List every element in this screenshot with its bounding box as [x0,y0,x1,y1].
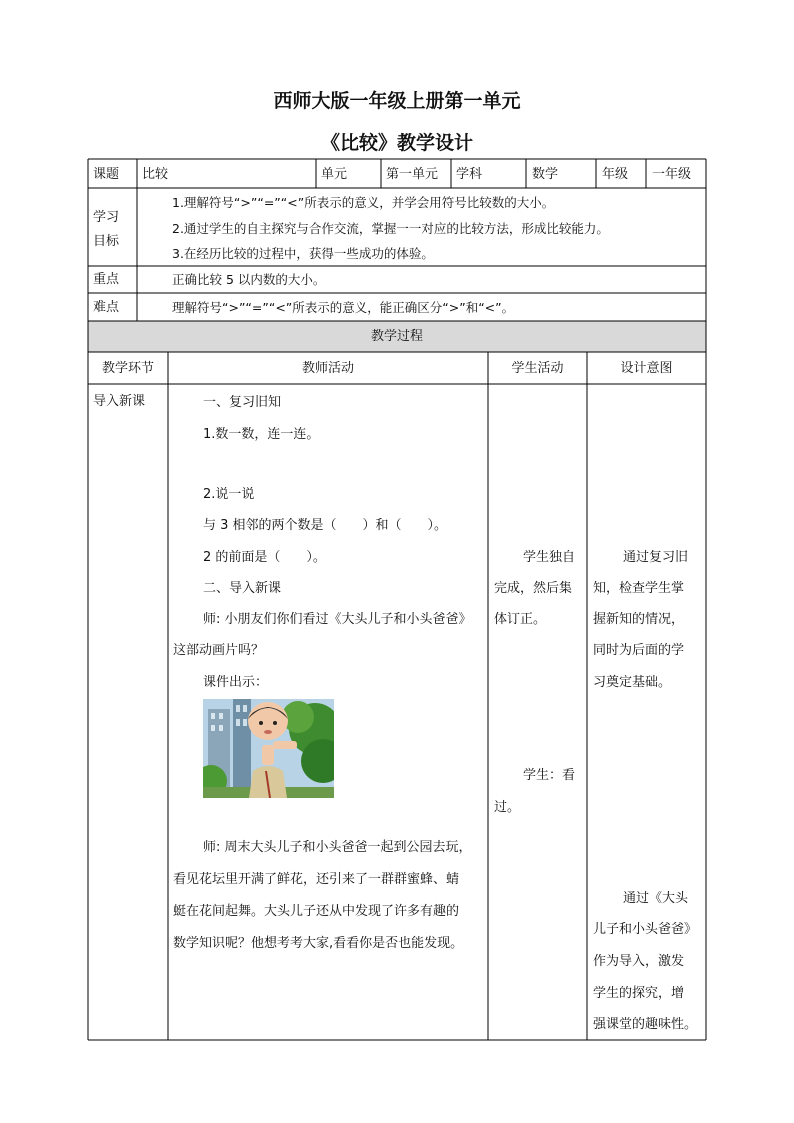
difficulty-label: 难点 [93,300,120,315]
goal-item: 2.通过学生的自主探究与合作交流，掌握一一对应的比较方法，形成比较能力。 [172,221,609,236]
teacher-question-2: 2 的前面是（ ）。 [203,550,326,565]
cartoon-illustration [203,699,334,798]
courseware-label: 课件出示： [203,675,269,690]
student-activity-line: 过。 [494,800,521,815]
intent-line: 儿子和小头爸爸》 [593,922,698,937]
intent-line: 同时为后面的学 [593,643,685,658]
topic-value: 比较 [142,167,169,182]
intent-line: 习奠定基础。 [593,675,672,690]
goals-label-1: 学习 [93,210,120,225]
intro-heading: 二、导入新课 [203,581,282,596]
intent-line: 强课堂的趣味性。 [593,1017,698,1032]
column-header-stage: 教学环节 [101,361,154,376]
stage-label: 导入新课 [93,394,146,409]
story-line: 蜓在花间起舞。大头儿子还从中发现了许多有趣的 [173,904,460,919]
story-line: 数学知识呢？他想考考大家,看看你是否也能发现。 [173,936,464,951]
column-header-intent: 设计意图 [620,361,673,376]
teacher-item-2: 2.说一说 [203,487,255,502]
grade-value: 一年级 [652,167,692,182]
unit-label: 单元 [321,167,348,182]
cartoon-image [203,699,334,798]
subject-label: 学科 [456,167,483,182]
column-header-teacher: 教师活动 [301,361,354,376]
goal-item: 3.在经历比较的过程中，获得一些成功的体验。 [172,246,434,261]
review-heading: 一、复习旧知 [203,395,282,410]
grade-label: 年级 [602,167,629,182]
goal-item: 1.理解符号“>”“=”“<”所表示的意义，并学会用符号比较数的大小。 [172,195,555,210]
student-activity-line: 学生独自 [523,550,576,565]
teacher-item-1: 1.数一数，连一连。 [203,427,320,442]
subject-value: 数学 [532,167,559,182]
intro-line-1: 师: 小朋友们你们看过《大头儿子和小头爸爸》 [203,612,472,627]
focus-value: 正确比较 5 以内数的大小。 [172,272,326,287]
column-header-student: 学生活动 [511,361,564,376]
intent-line: 作为导入，激发 [593,954,685,969]
intent-line: 知，检查学生掌 [593,581,685,596]
focus-label: 重点 [93,272,120,287]
unit-value: 第一单元 [386,167,439,182]
intent-line: 学生的探究，增 [593,986,685,1001]
intent-line: 握新知的情况， [593,612,685,627]
intent-line: 通过复习旧 [623,550,689,565]
document-title: 西师大版一年级上册第一单元 [273,90,521,112]
document-subtitle: 《比较》教学设计 [320,132,473,154]
student-activity-line: 学生：看 [523,768,576,783]
difficulty-value: 理解符号“>”“=”“<”所表示的意义，能正确区分“>”和“<”。 [172,300,515,315]
story-line: 师: 周末大头儿子和小头爸爸一起到公园去玩， [203,840,472,855]
student-activity-line: 完成，然后集 [494,581,573,596]
intent-line: 通过《大头 [623,891,689,906]
goals-label-2: 目标 [93,234,120,249]
intro-line-2: 这部动画片吗？ [173,643,265,658]
teacher-question-1: 与 3 相邻的两个数是（ ）和（ ）。 [203,518,448,533]
student-activity-line: 体订正。 [494,612,547,627]
process-heading: 教学过程 [370,329,423,344]
story-line: 看见花坛里开满了鲜花，还引来了一群群蜜蜂、蜻 [173,872,460,887]
topic-label: 课题 [93,167,120,182]
